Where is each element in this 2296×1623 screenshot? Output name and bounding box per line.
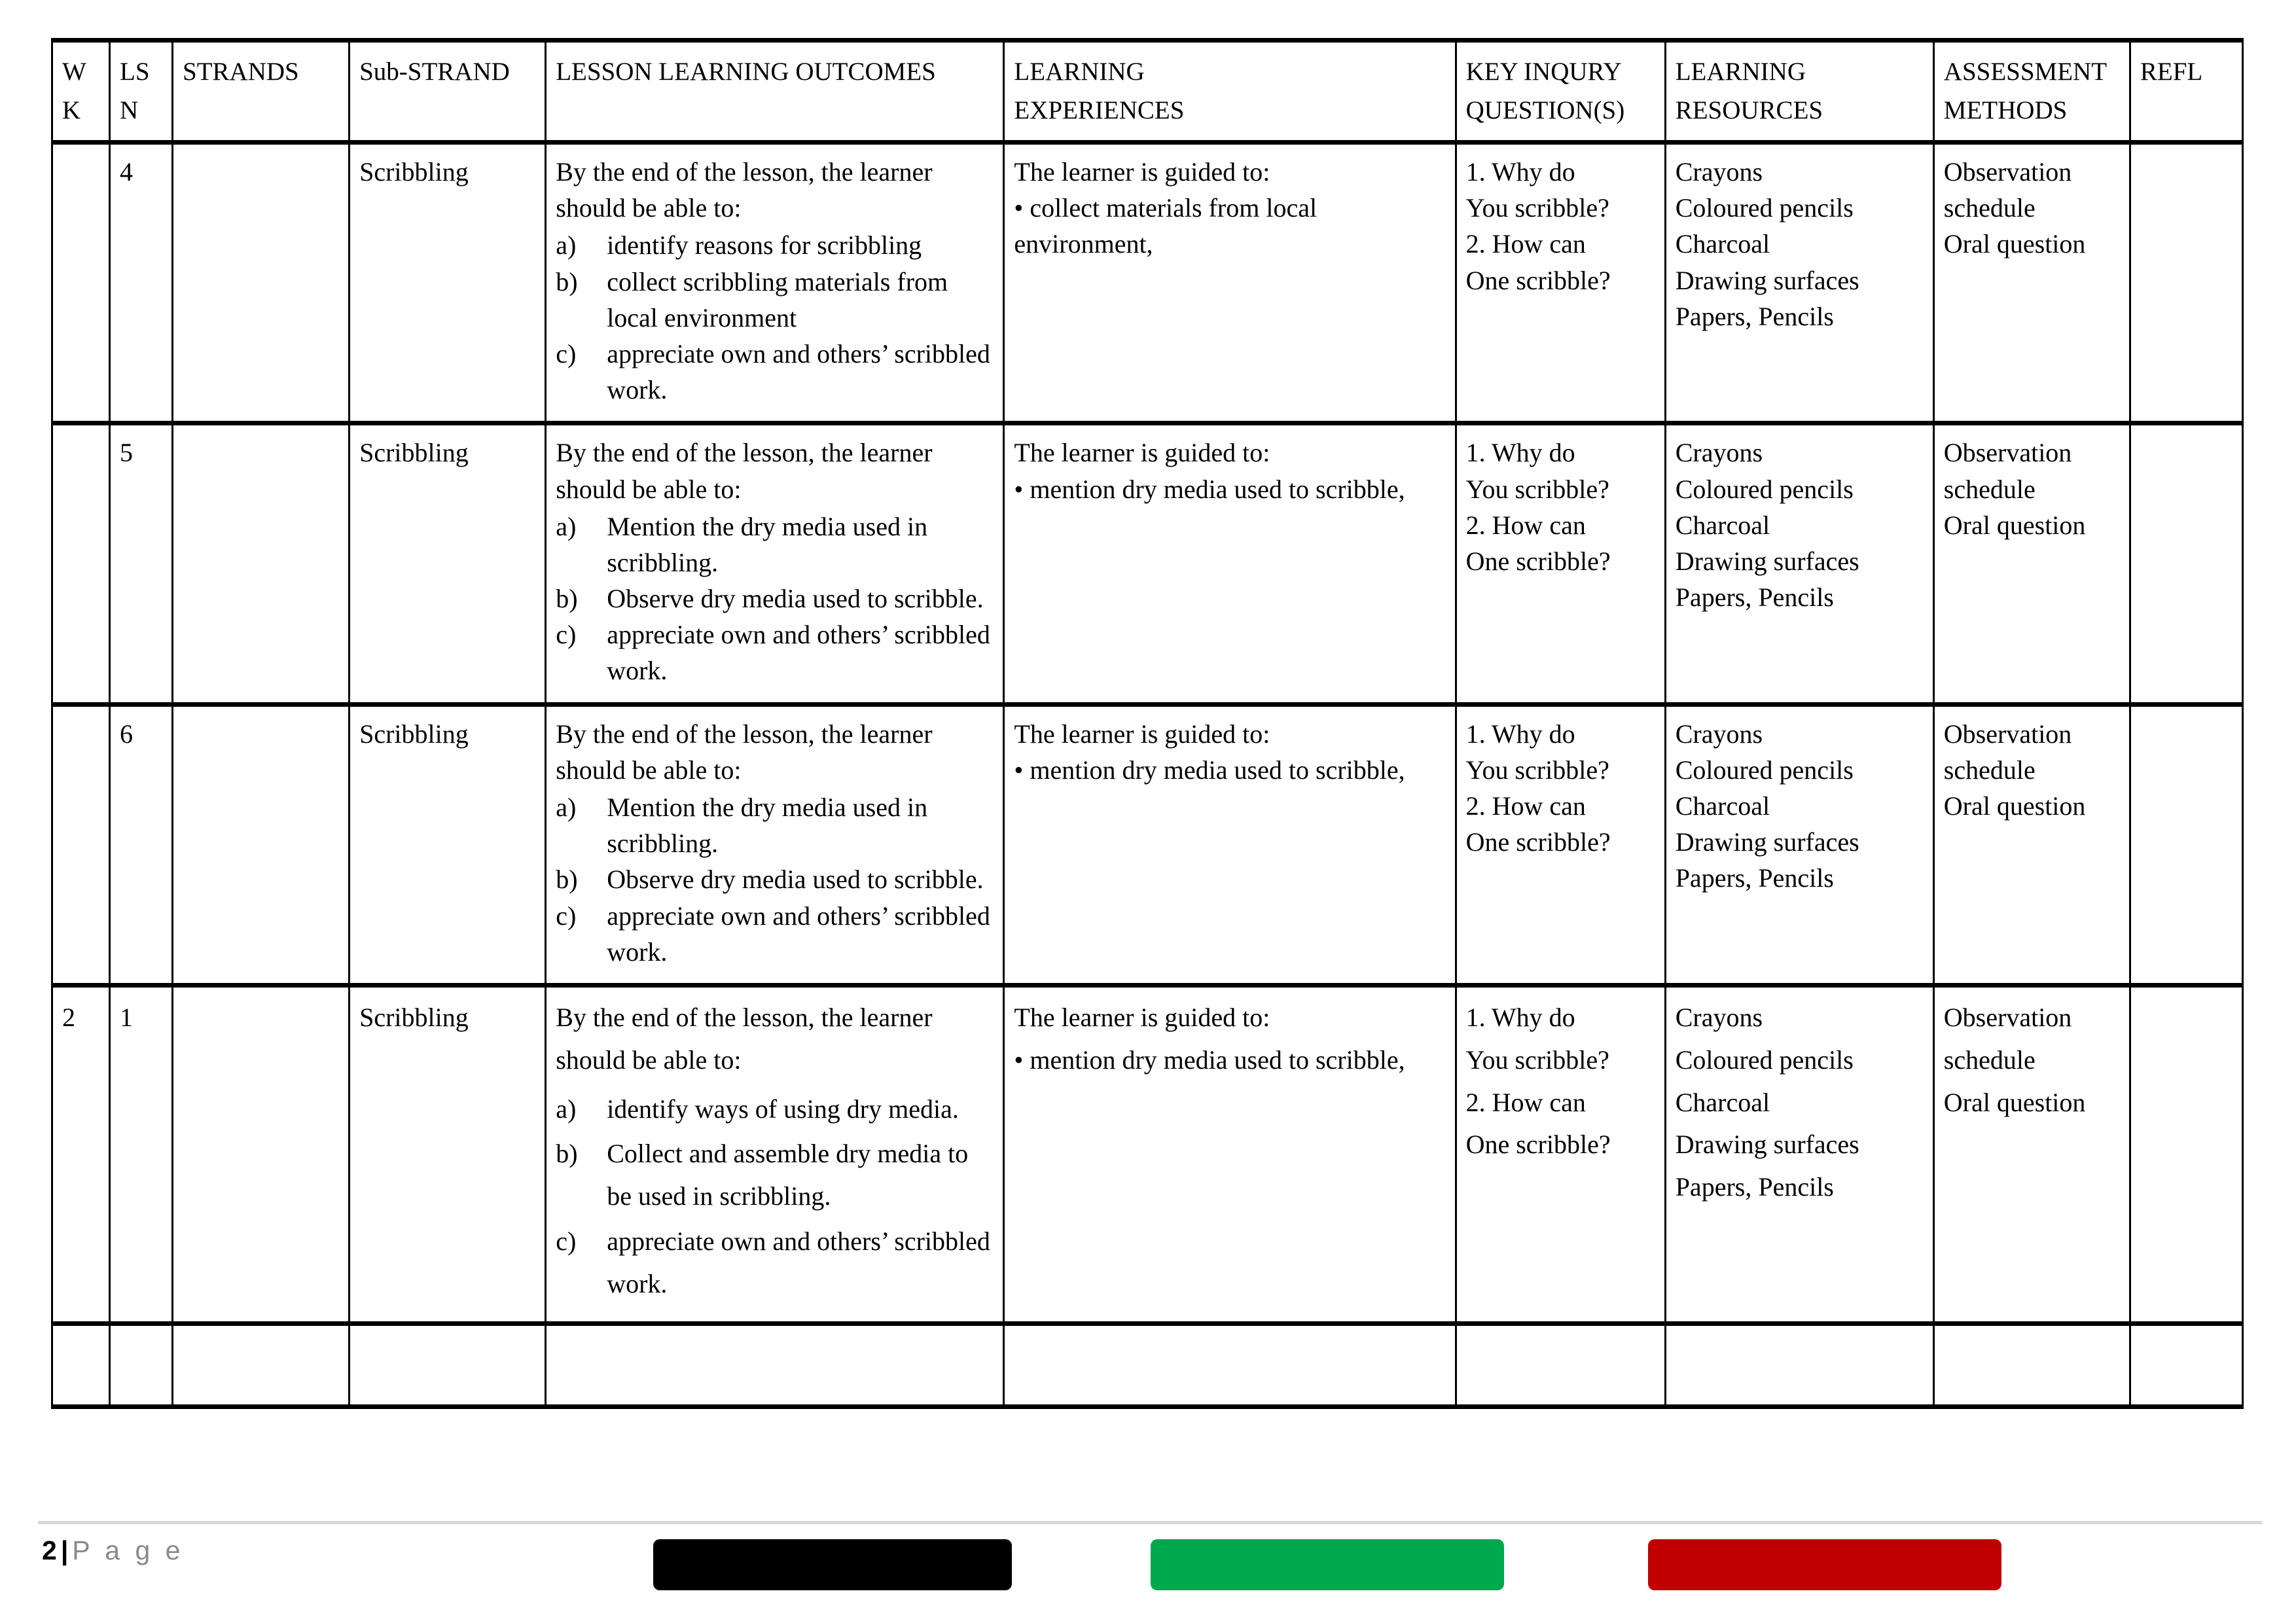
cell-lesson-learning-outcomes: [546, 423, 1004, 704]
table-body: [52, 143, 2243, 1407]
inquiry-line: You scribble?: [1465, 755, 1609, 785]
cell-strands: [173, 143, 350, 423]
experiences-bullet: • mention dry media used to scribble,: [1014, 1044, 1405, 1075]
resource-item: Charcoal: [1675, 1087, 1770, 1117]
list-text: Mention the dry media used in scribbling.: [607, 511, 928, 577]
header-line: METHODS: [1943, 96, 2068, 124]
cell-lesson-learning-outcomes: [546, 143, 1004, 423]
resource-item: Charcoal: [1675, 229, 1770, 259]
scheme-of-work-table-wrapper: [51, 38, 2244, 1409]
inquiry-line: You scribble?: [1465, 193, 1609, 223]
list-text: appreciate own and others’ scribbled work.: [607, 338, 990, 405]
experiences-lead: The learner is guided to:: [1014, 157, 1270, 187]
cell-lesson-learning-outcomes: [546, 704, 1004, 985]
column-header-sub-strand: [350, 41, 546, 143]
list-marker: b): [556, 1139, 578, 1169]
header-line: KEY INQURY: [1465, 58, 1622, 86]
column-header-strands: [173, 41, 350, 143]
resource-item: Charcoal: [1675, 510, 1770, 540]
resource-item: Crayons: [1675, 719, 1763, 749]
header-line: LEARNING: [1014, 58, 1145, 86]
assessment-item: Oral question: [1943, 510, 2086, 540]
list-marker: a): [556, 511, 577, 541]
list-text: identify ways of using dry media.: [607, 1094, 959, 1124]
cell-refl: [2130, 985, 2242, 1323]
outcomes-lead: By the end of the lesson, the learner should be able to:: [556, 719, 933, 785]
inquiry-line: 2. How can: [1465, 791, 1586, 821]
assessment-item: Oral question: [1943, 1087, 2086, 1117]
cell-learning-resources: [1665, 423, 1933, 704]
outcomes-lead: By the end of the lesson, the learner should be able to:: [556, 157, 933, 223]
page-number-label: [42, 1535, 184, 1566]
experiences-block: [1014, 154, 1446, 262]
assessment-item: Oral question: [1943, 229, 2086, 259]
cell-learning-resources: [1665, 143, 1933, 423]
cell-learning-resources: [1665, 704, 1933, 985]
column-header-refl: [2130, 41, 2242, 143]
outcomes-lead: By the end of the lesson, the learner should be able to:: [556, 1002, 933, 1075]
list-marker: c): [556, 901, 577, 931]
cell-lsn: 5: [110, 423, 173, 704]
assessment-item: schedule: [1943, 755, 2036, 785]
inquiry-line: One scribble?: [1465, 1130, 1611, 1160]
header-line: ASSESSMENT: [1943, 58, 2108, 86]
experiences-block: [1014, 716, 1446, 788]
cell-learning-experiences: [1004, 423, 1456, 704]
cell-assessment-methods: [1933, 704, 2130, 985]
inquiry-line: 1. Why do: [1465, 1002, 1575, 1032]
column-header-wk: [52, 41, 110, 143]
list-marker: b): [556, 584, 578, 614]
cell-lsn: 4: [110, 143, 173, 423]
cell-strands: [173, 423, 350, 704]
cell-wk: [52, 704, 110, 985]
cell-sub-strand: Scribbling: [350, 143, 546, 423]
list-text: collect scribbling materials from local environment: [607, 266, 948, 332]
scheme-of-work-table: [51, 38, 2244, 1409]
cell-lesson-learning-outcomes: [546, 985, 1004, 1323]
column-header-assessment-methods: [1933, 41, 2130, 143]
cell-strands: [173, 1323, 350, 1406]
column-header-key-inquiry-questions: [1456, 41, 1665, 143]
cell-lsn: [110, 1323, 173, 1406]
list-marker: b): [556, 865, 578, 895]
assessment-item: schedule: [1943, 474, 2036, 504]
experiences-block: [1014, 435, 1446, 507]
list-item: [556, 1088, 995, 1131]
footer-bar-green: [1151, 1539, 1504, 1590]
list-text: Observe dry media used to scribble.: [607, 584, 984, 614]
resource-item: Coloured pencils: [1675, 755, 1854, 785]
cell-strands: [173, 704, 350, 985]
table-header-row: [52, 41, 2243, 143]
cell-learning-resources: [1665, 985, 1933, 1323]
cell-lsn: 1: [110, 985, 173, 1323]
cell-key-inquiry-questions: [1456, 1323, 1665, 1406]
page-word: P a g e: [72, 1535, 185, 1565]
resource-item: Coloured pencils: [1675, 193, 1854, 223]
column-header-lsn: [110, 41, 173, 143]
header-line: STRANDS: [183, 58, 299, 86]
cell-assessment-methods: [1933, 423, 2130, 704]
cell-key-inquiry-questions: [1456, 985, 1665, 1323]
experiences-lead: The learner is guided to:: [1014, 438, 1270, 468]
table-row-blank: [52, 1323, 2243, 1406]
table-row: [52, 423, 2243, 704]
cell-learning-experiences: [1004, 985, 1456, 1323]
inquiry-line: One scribble?: [1465, 546, 1611, 576]
assessment-item: Observation: [1943, 438, 2072, 468]
list-marker: a): [556, 793, 577, 822]
outcomes-list: [556, 789, 995, 970]
list-marker: b): [556, 266, 578, 296]
list-marker: a): [556, 1094, 577, 1124]
header-line: Sub-STRAND: [359, 58, 510, 86]
header-line: RESOURCES: [1675, 96, 1823, 124]
cell-wk: [52, 423, 110, 704]
footer-bar-red: [1648, 1539, 2001, 1590]
cell-refl: [2130, 143, 2242, 423]
resource-item: Charcoal: [1675, 791, 1770, 821]
resource-item: Drawing surfaces: [1675, 1130, 1859, 1160]
inquiry-line: You scribble?: [1465, 474, 1609, 504]
assessment-item: Observation: [1943, 157, 2072, 187]
cell-sub-strand: Scribbling: [350, 423, 546, 704]
resource-item: Drawing surfaces: [1675, 546, 1859, 576]
cell-refl: [2130, 1323, 2242, 1406]
outcomes-list: [556, 1088, 995, 1306]
header-line: LEARNING: [1675, 58, 1806, 86]
list-text: Mention the dry media used in scribbling.: [607, 793, 928, 859]
outcomes-list: [556, 508, 995, 689]
list-item: [556, 508, 995, 580]
resource-item: Crayons: [1675, 1002, 1763, 1032]
header-line: N: [120, 96, 139, 124]
inquiry-line: You scribble?: [1465, 1044, 1609, 1075]
cell-refl: [2130, 423, 2242, 704]
list-item: [556, 898, 995, 970]
cell-learning-resources: [1665, 1323, 1933, 1406]
assessment-item: schedule: [1943, 1044, 2036, 1075]
list-marker: c): [556, 620, 577, 650]
experiences-bullet: • mention dry media used to scribble,: [1014, 755, 1405, 785]
cell-key-inquiry-questions: [1456, 704, 1665, 985]
inquiry-line: 2. How can: [1465, 229, 1586, 259]
inquiry-line: One scribble?: [1465, 265, 1611, 295]
experiences-block: [1014, 997, 1446, 1082]
list-item: [556, 227, 995, 263]
cell-key-inquiry-questions: [1456, 143, 1665, 423]
column-header-lesson-learning-outcomes: [546, 41, 1004, 143]
cell-refl: [2130, 704, 2242, 985]
list-item: [556, 336, 995, 408]
inquiry-line: 1. Why do: [1465, 157, 1575, 187]
cell-learning-experiences: [1004, 704, 1456, 985]
cell-learning-experiences: [1004, 1323, 1456, 1406]
assessment-item: Observation: [1943, 1002, 2072, 1032]
header-line: W: [62, 58, 86, 86]
column-header-learning-experiences: [1004, 41, 1456, 143]
resource-item: Papers, Pencils: [1675, 582, 1834, 613]
inquiry-line: 1. Why do: [1465, 719, 1575, 749]
header-line: LS: [120, 58, 150, 86]
resource-item: Papers, Pencils: [1675, 1172, 1834, 1202]
outcomes-list: [556, 227, 995, 408]
footer-divider: [38, 1521, 2262, 1524]
inquiry-line: One scribble?: [1465, 827, 1611, 857]
table-row: [52, 704, 2243, 985]
assessment-item: schedule: [1943, 193, 2036, 223]
list-item: [556, 580, 995, 616]
list-text: appreciate own and others’ scribbled work.: [607, 620, 990, 686]
header-line: K: [62, 96, 81, 124]
table-row: [52, 143, 2243, 423]
cell-sub-strand: [350, 1323, 546, 1406]
page-footer: [38, 1521, 2262, 1606]
resource-item: Papers, Pencils: [1675, 863, 1834, 893]
page-number: 2: [42, 1535, 57, 1565]
list-item: [556, 1221, 995, 1306]
list-item: [556, 789, 995, 861]
resource-item: Papers, Pencils: [1675, 301, 1834, 331]
cell-lsn: 6: [110, 704, 173, 985]
list-marker: a): [556, 230, 577, 260]
list-text: appreciate own and others’ scribbled work.: [607, 901, 990, 967]
list-text: Observe dry media used to scribble.: [607, 865, 984, 895]
cell-strands: [173, 985, 350, 1323]
resource-item: Crayons: [1675, 438, 1763, 468]
list-marker: c): [556, 338, 577, 368]
assessment-item: Observation: [1943, 719, 2072, 749]
list-item: [556, 861, 995, 897]
cell-key-inquiry-questions: [1456, 423, 1665, 704]
column-header-learning-resources: [1665, 41, 1933, 143]
list-text: appreciate own and others’ scribbled work.: [607, 1226, 990, 1298]
cell-wk: [52, 143, 110, 423]
cell-learning-experiences: [1004, 143, 1456, 423]
list-item: [556, 264, 995, 336]
cell-assessment-methods: [1933, 143, 2130, 423]
inquiry-line: 2. How can: [1465, 510, 1586, 540]
header-line: LESSON LEARNING OUTCOMES: [556, 58, 936, 86]
resource-item: Drawing surfaces: [1675, 827, 1859, 857]
cell-sub-strand: Scribbling: [350, 704, 546, 985]
cell-assessment-methods: [1933, 1323, 2130, 1406]
cell-wk: [52, 1323, 110, 1406]
footer-bar-black: [653, 1539, 1012, 1590]
list-text: Collect and assemble dry media to be used in scribbling.: [607, 1139, 969, 1211]
experiences-lead: The learner is guided to:: [1014, 719, 1270, 749]
resource-item: Drawing surfaces: [1675, 265, 1859, 295]
cell-sub-strand: Scribbling: [350, 985, 546, 1323]
inquiry-line: 1. Why do: [1465, 438, 1575, 468]
experiences-bullet: • mention dry media used to scribble,: [1014, 474, 1405, 504]
cell-assessment-methods: [1933, 985, 2130, 1323]
list-text: identify reasons for scribbling: [607, 230, 922, 260]
resource-item: Coloured pencils: [1675, 1044, 1854, 1075]
resource-item: Crayons: [1675, 157, 1763, 187]
table-row: [52, 985, 2243, 1323]
page-separator: |: [60, 1535, 69, 1565]
experiences-bullet: • collect materials from local environment,: [1014, 193, 1318, 259]
header-line: REFL: [2140, 58, 2203, 86]
cell-lesson-learning-outcomes: [546, 1323, 1004, 1406]
assessment-item: Oral question: [1943, 791, 2086, 821]
list-item: [556, 1133, 995, 1218]
outcomes-lead: By the end of the lesson, the learner should be able to:: [556, 438, 933, 504]
resource-item: Coloured pencils: [1675, 474, 1854, 504]
experiences-lead: The learner is guided to:: [1014, 1002, 1270, 1032]
list-item: [556, 616, 995, 688]
header-line: QUESTION(S): [1465, 96, 1625, 124]
cell-wk: 2: [52, 985, 110, 1323]
header-line: EXPERIENCES: [1014, 96, 1185, 124]
list-marker: c): [556, 1226, 577, 1256]
inquiry-line: 2. How can: [1465, 1087, 1586, 1117]
